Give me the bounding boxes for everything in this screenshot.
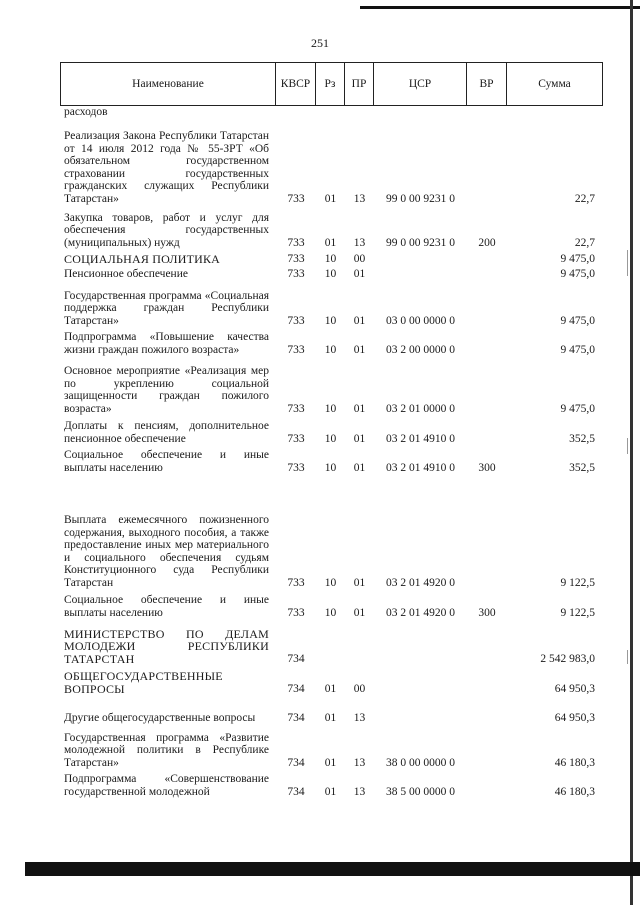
row-kvsr: 734	[287, 785, 305, 798]
table-header	[60, 62, 603, 106]
row-csr: 38 0 00 0000 0	[386, 756, 455, 769]
row-pr: 01	[353, 343, 366, 356]
row-name: Закупка товаров, работ и услуг для обеспечения государственных (муниципальных) нужд	[64, 211, 269, 249]
row-csr: 03 2 00 0000 0	[386, 343, 455, 356]
row-sum: 9 475,0	[560, 267, 595, 280]
row-rz: 10	[324, 576, 337, 589]
row-csr: 99 0 00 9231 0	[386, 236, 455, 249]
row-kvsr: 733	[287, 432, 305, 445]
row-rz: 10	[324, 461, 337, 474]
row-pr: 01	[353, 576, 366, 589]
row-pr: 13	[353, 785, 366, 798]
page-number: 251	[311, 36, 329, 50]
row-sum: 46 180,3	[554, 785, 595, 798]
scan-mark	[627, 250, 628, 276]
row-kvsr: 734	[287, 711, 305, 724]
row-rz: 01	[324, 785, 337, 798]
row-name: Пенсионное обеспечение	[64, 267, 188, 280]
row-kvsr: 733	[287, 267, 305, 280]
row-sum: 9 475,0	[560, 402, 595, 415]
row-sum: 46 180,3	[554, 756, 595, 769]
row-kvsr: 733	[287, 192, 305, 205]
row-sum: 352,5	[569, 461, 595, 474]
row-pr: 01	[353, 267, 366, 280]
column-header-sum: Сумма	[538, 78, 571, 90]
row-sum: 9 122,5	[560, 606, 595, 619]
row-rz: 10	[324, 402, 337, 415]
row-rz: 01	[324, 192, 337, 205]
row-name: Государственная программа «Развитие молодежной политики в Республике Татарстан»	[64, 731, 269, 769]
row-name: Социальное обеспечение и иные выплаты населению	[64, 449, 269, 474]
row-kvsr: 733	[287, 606, 305, 619]
row-name: Другие общегосударственные вопросы	[64, 711, 256, 724]
row-name: СОЦИАЛЬНАЯ ПОЛИТИКА	[64, 251, 221, 266]
row-pr: 01	[353, 402, 366, 415]
row-csr: 03 0 00 0000 0	[386, 314, 455, 327]
row-name: Выплата ежемесячного пожизненного содержания, выходного пособия, а также предоставление иных мер материального и социального обеспечения судьям Конституционного суда Республики Татарстан	[64, 514, 269, 589]
row-kvsr: 733	[287, 343, 305, 356]
row-rz: 01	[324, 756, 337, 769]
row-rz: 01	[324, 711, 337, 724]
row-name: Подпрограмма «Совершенствование государственной молодежной	[64, 773, 269, 798]
row-kvsr: 733	[287, 576, 305, 589]
row-rz: 10	[324, 606, 337, 619]
row-name: Социальное обеспечение и иные выплаты населению	[64, 594, 269, 619]
row-pr: 13	[353, 192, 366, 205]
scan-bottom-border	[25, 862, 640, 876]
row-name: расходов	[64, 105, 108, 118]
row-sum: 9 475,0	[560, 343, 595, 356]
row-name: Основное мероприятие «Реализация мер по укреплению социальной защищенности граждан пожилого возраста»	[64, 365, 269, 415]
scan-right-edge	[630, 0, 633, 905]
row-rz: 01	[324, 682, 337, 695]
row-vr: 300	[478, 606, 496, 619]
row-pr: 00	[353, 252, 366, 265]
row-name: Доплаты к пенсиям, дополнительное пенсионное обеспечение	[64, 420, 269, 445]
row-rz: 01	[324, 236, 337, 249]
row-name: Подпрограмма «Повышение качества жизни граждан пожилого возраста»	[64, 331, 269, 356]
column-header-name: Наименование	[61, 63, 276, 105]
row-rz: 10	[324, 343, 337, 356]
row-sum: 64 950,3	[554, 682, 595, 695]
row-vr: 200	[478, 236, 496, 249]
row-sum: 22,7	[574, 192, 595, 205]
row-kvsr: 733	[287, 402, 305, 415]
row-name: МИНИСТЕРСТВО ПО ДЕЛАМ МОЛОДЕЖИ РЕСПУБЛИКИ ТАТАРСТАН	[64, 626, 269, 666]
column-header-rz: Рз	[316, 63, 345, 105]
row-name: Государственная программа «Социальная поддержка граждан Республики Татарстан»	[64, 289, 269, 327]
column-header-vr: ВР	[467, 63, 507, 105]
column-header-kvsr: КВСР	[276, 63, 316, 105]
row-csr: 03 2 01 4910 0	[386, 461, 455, 474]
row-kvsr: 733	[287, 236, 305, 249]
row-csr: 03 2 01 4920 0	[386, 576, 455, 589]
row-pr: 01	[353, 314, 366, 327]
row-pr: 01	[353, 461, 366, 474]
row-csr: 38 5 00 0000 0	[386, 785, 455, 798]
row-csr: 03 2 01 0000 0	[386, 402, 455, 415]
row-sum: 64 950,3	[554, 711, 595, 724]
row-pr: 01	[353, 606, 366, 619]
column-header-pr: ПР	[345, 63, 374, 105]
row-sum: 9 475,0	[560, 314, 595, 327]
row-sum: 2 542 983,0	[540, 652, 595, 665]
row-kvsr: 734	[287, 682, 305, 695]
row-pr: 00	[353, 682, 366, 695]
row-pr: 13	[353, 711, 366, 724]
row-rz: 10	[324, 314, 337, 327]
row-kvsr: 733	[287, 252, 305, 265]
row-sum: 9 475,0	[560, 252, 595, 265]
row-csr: 99 0 00 9231 0	[386, 192, 455, 205]
row-pr: 13	[353, 756, 366, 769]
scan-top-border	[360, 6, 640, 9]
row-csr: 03 2 01 4920 0	[386, 606, 455, 619]
row-kvsr: 734	[287, 652, 305, 665]
row-name: ОБЩЕГОСУДАРСТВЕННЫЕ ВОПРОСЫ	[64, 669, 223, 696]
row-sum: 22,7	[574, 236, 595, 249]
row-kvsr: 734	[287, 756, 305, 769]
row-rz: 10	[324, 252, 337, 265]
row-rz: 10	[324, 267, 337, 280]
row-csr: 03 2 01 4910 0	[386, 432, 455, 445]
scan-mark	[627, 650, 628, 664]
row-vr: 300	[478, 461, 496, 474]
row-pr: 13	[353, 236, 366, 249]
row-sum: 9 122,5	[560, 576, 595, 589]
row-rz: 10	[324, 432, 337, 445]
row-kvsr: 733	[287, 314, 305, 327]
row-kvsr: 733	[287, 461, 305, 474]
column-header-csr: ЦСР	[374, 63, 467, 105]
row-sum: 352,5	[569, 432, 595, 445]
row-name: Реализация Закона Республики Татарстан от 14 июля 2012 года № 55-ЗРТ «Об обязательном государственном страховании государственных гражданских служащих Республики Татарстан»	[64, 130, 269, 205]
row-pr: 01	[353, 432, 366, 445]
scan-mark	[627, 438, 628, 454]
